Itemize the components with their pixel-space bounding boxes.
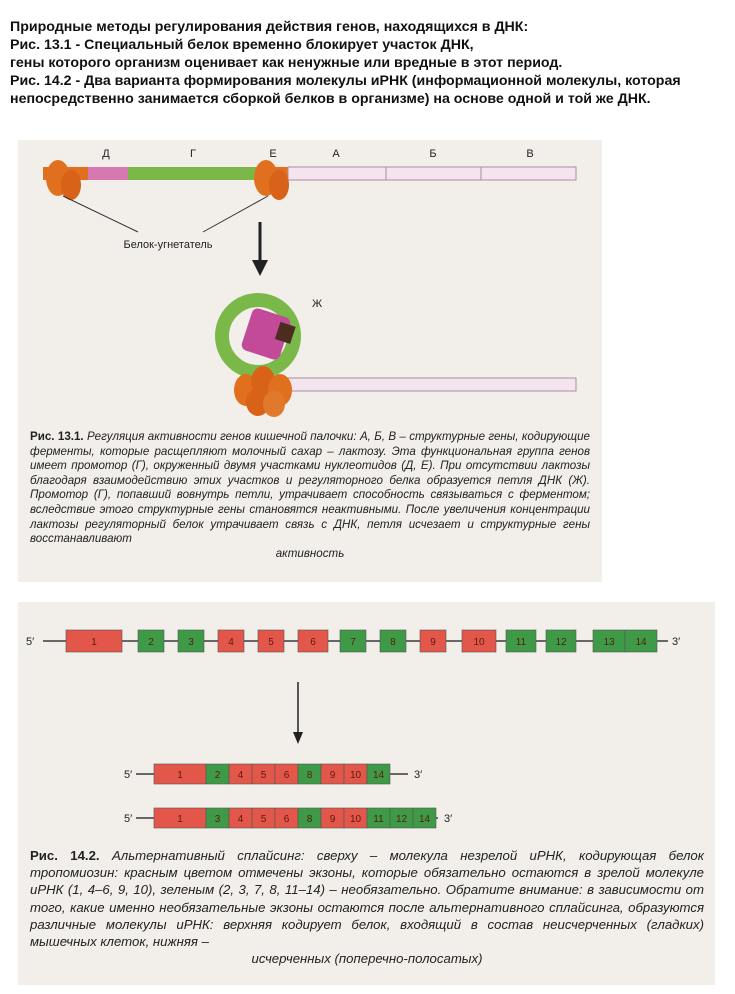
exon-5 (258, 630, 284, 652)
exon-number: 1 (177, 814, 183, 825)
fig1-caption (30, 430, 590, 561)
dna-segment-structural (288, 167, 576, 180)
exon-number: 8 (306, 770, 313, 781)
exon-8 (298, 764, 321, 784)
exon-9 (420, 630, 446, 652)
splicing-diagram (18, 602, 715, 842)
exon-5 (252, 764, 275, 784)
header-line-2: Рис. 13.1 - Специальный белок временно блокирует участок ДНК, (10, 37, 474, 53)
exon-number: 3 (188, 637, 194, 648)
exon-number: 14 (372, 770, 385, 781)
pointer-line (203, 196, 268, 232)
exon-6 (275, 808, 298, 828)
figure-14-2 (18, 602, 715, 985)
exon-number: 4 (237, 770, 244, 781)
exon-number: 14 (635, 637, 647, 648)
exon-3 (206, 808, 229, 828)
exon-4 (229, 764, 252, 784)
exon-7 (340, 630, 366, 652)
dna-strand-after (280, 378, 576, 391)
exon-number: 8 (306, 814, 313, 825)
exon-3 (178, 630, 204, 652)
exon-13 (593, 630, 625, 652)
five-prime-mrna2: 5′ (124, 813, 133, 825)
splicing-arrow-head (293, 732, 303, 744)
exon-number: 3 (214, 814, 221, 825)
exon-number: 13 (603, 637, 615, 648)
exon-10 (344, 764, 367, 784)
exon-number: 2 (148, 637, 154, 648)
exon-6 (275, 764, 298, 784)
exon-1 (66, 630, 122, 652)
exon-14 (413, 808, 436, 828)
header-line-1: Природные методы регулирования действия генов, находящихся в ДНК: (10, 19, 529, 35)
figure-13-1 (18, 140, 602, 582)
exon-10 (462, 630, 496, 652)
exon-4 (229, 808, 252, 828)
dna-loop (222, 300, 296, 372)
five-prime-top: 5′ (26, 636, 35, 648)
exon-number: 7 (350, 637, 356, 648)
exon-9 (321, 764, 344, 784)
exon-number: 1 (177, 770, 183, 781)
exon-number: 9 (329, 770, 336, 781)
fig2-caption-text: Альтернативный сплайсинг: сверху – молекула незрелой иРНК, кодирующая белок тропомиозин: красным цветом отмечены экзоны, которые обязательно остаются в зрелой молекуле иРНК (1, 4–6, 9, 10), зеленым (2, 3, 7, 8, 11–14) – необязательно. Обратите внимание: в зависимости от того, какие именно необязательные экзоны остаются после альтернативного сплайсинга, образуются различные молекулы иРНК: верхняя кодирует белок, входящий в состав неисчерченных (гладких) мышечных клеток, нижняя – (30, 848, 704, 950)
label-a: А (332, 148, 340, 160)
exon-1 (154, 764, 206, 784)
dna-segment-g (128, 167, 258, 180)
exon-number: 9 (430, 637, 436, 648)
exon-number: 9 (329, 814, 336, 825)
exon-number: 5 (260, 814, 267, 825)
exon-number: 4 (228, 637, 234, 648)
label-e: Е (269, 148, 277, 160)
exon-1 (154, 808, 206, 828)
exon-number: 1 (91, 637, 97, 648)
exon-number: 8 (390, 637, 396, 648)
fig2-caption (30, 847, 704, 967)
loop-label: Ж (312, 298, 323, 310)
three-prime-mrna2: 3′ (444, 813, 453, 825)
exon-5 (252, 808, 275, 828)
exon-number: 6 (283, 770, 290, 781)
exon-number: 10 (473, 637, 485, 648)
arrow-head (252, 260, 268, 276)
header-line-3: гены которого организм оценивает как ненужные или вредные в этот период. (10, 55, 563, 71)
repressor-protein-right (254, 160, 289, 200)
exon-number: 14 (418, 814, 431, 825)
mrna-2-exons (154, 808, 436, 828)
pre-mrna-exons (66, 630, 657, 652)
header-line-4: Рис. 14.2 - Два варианта формирования молекулы иРНК (информационной молекулы, которая (10, 73, 681, 89)
exon-number: 6 (283, 814, 290, 825)
dna-segment-d (88, 167, 128, 180)
exon-number: 6 (310, 637, 316, 648)
exon-number: 5 (268, 637, 274, 648)
mrna-1-exons (154, 764, 390, 784)
exon-10 (344, 808, 367, 828)
repressor-protein-left (46, 160, 81, 200)
exon-number: 10 (349, 770, 362, 781)
exon-4 (218, 630, 244, 652)
label-d: Д (102, 148, 110, 160)
header-line-5: непосредственно занимается сборкой белков в организме) на основе одной и той же ДНК. (10, 91, 651, 107)
three-prime-top: 3′ (672, 636, 681, 648)
label-g: Г (190, 148, 196, 160)
repressor-label: Белок-угнетатель (123, 239, 213, 251)
exon-12 (546, 630, 576, 652)
exon-number: 11 (515, 637, 527, 648)
exon-number: 4 (237, 814, 244, 825)
exon-9 (321, 808, 344, 828)
exon-number: 2 (214, 770, 221, 781)
exon-12 (390, 808, 413, 828)
exon-6 (298, 630, 328, 652)
exon-number: 12 (555, 637, 567, 648)
exon-11 (367, 808, 390, 828)
exon-14 (625, 630, 657, 652)
exon-number: 5 (260, 770, 267, 781)
three-prime-mrna1: 3′ (414, 769, 423, 781)
label-v: В (526, 148, 534, 160)
fig1-caption-number: Рис. 13.1. (30, 430, 84, 443)
five-prime-mrna1: 5′ (124, 769, 133, 781)
page-header (10, 18, 725, 108)
label-b: Б (429, 148, 437, 160)
fig1-caption-text: Регуляция активности генов кишечной палочки: А, Б, В – структурные гены, кодирующие ферменты, которые расщепляют молочный сахар – лактозу. Эта функциональная группа генов имеет промотор (Г), окруженный двумя участками нуклеотидов (Д, Е). При отсутствии лактозы благодаря взаимодействию этих участков и регуляторного белка образуется петля ДНК (Ж). Промотор (Г), попавший вовнутрь петли, утрачивает способность связываться с ферментом; вследствие этого структурные гены становятся неактивными. После увеличения концентрации лактозы регуляторный белок утрачивает связь с ДНК, петля исчезает и структурные гены восстанавливают (30, 430, 590, 546)
exon-8 (298, 808, 321, 828)
exon-11 (506, 630, 536, 652)
exon-number: 12 (395, 814, 408, 825)
exon-14 (367, 764, 390, 784)
exon-number: 10 (349, 814, 362, 825)
fig2-caption-last: исчерченных (поперечно-полосатых) (251, 951, 483, 967)
fig1-caption-last: активность (275, 546, 345, 560)
exon-number: 11 (373, 814, 384, 825)
exon-2 (206, 764, 229, 784)
exon-8 (380, 630, 406, 652)
exon-2 (138, 630, 164, 652)
fig2-caption-number: Рис. 14.2. (30, 848, 100, 863)
pointer-line (63, 196, 138, 232)
